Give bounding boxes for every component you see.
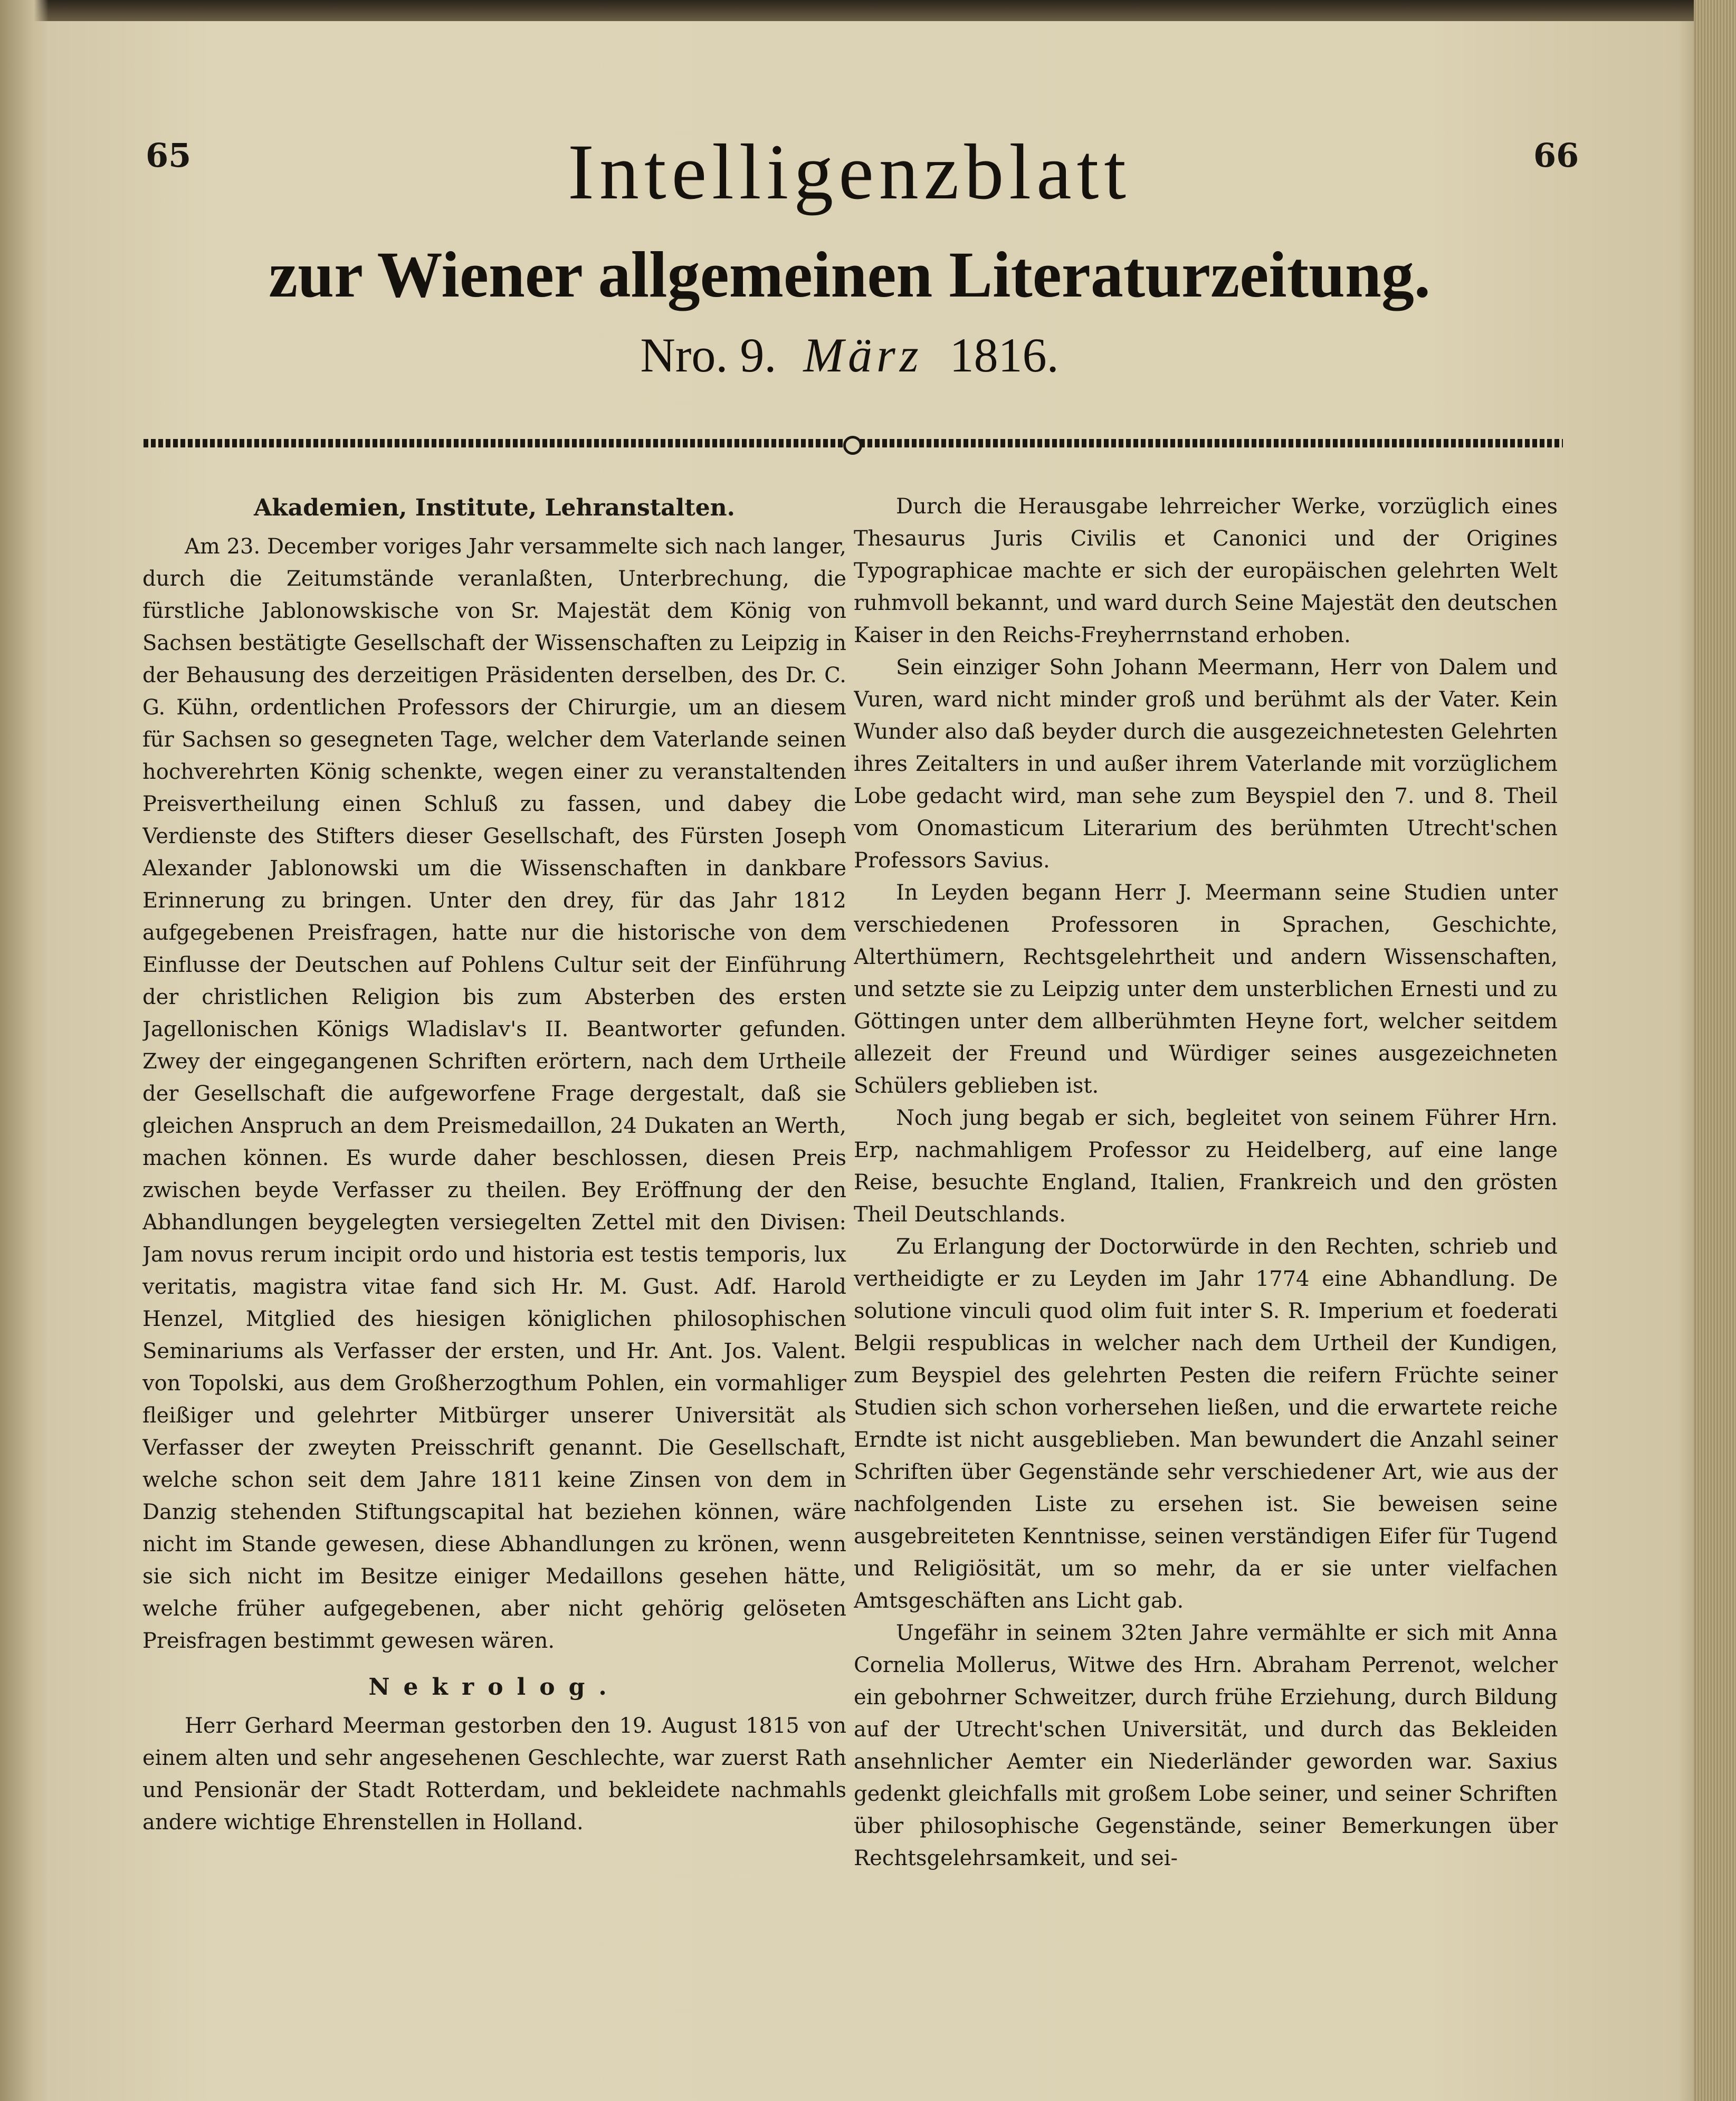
section-heading: Akademien, Institute, Lehranstalten. — [254, 494, 735, 521]
article-paragraph: Sein einziger Sohn Johann Meermann, Herr von Dalem und Vuren, ward nicht minder groß und berühmt als der Vater. Kein Wunder also daß beyder durch die ausgezeichnetesten Gelehrten ihres Zeitalters in und außer ihrem Vaterlande mit vorzüglichem Lobe gedacht wird, man sehe zum Beyspiel den 7. und 8. Theil vom Onomasticum Literarium des berühmten Utrecht'schen Professors Savius. — [854, 655, 1558, 873]
page-number-right: 66 — [1533, 136, 1579, 175]
page-left-gutter — [0, 0, 49, 2101]
article-paragraph: Zu Erlangung der Doctorwürde in den Rechten, schrieb und vertheidigte er zu Leyden im Jahr 1774 eine Abhandlung. De solutione vinculi quod olim fuit inter S. R. Imperium et foederati Belgii respublicas in welcher nach dem Urtheil der Kundigen, zum Beyspiel des gelehrten Pesten die reifern Früchte seiner Studien sich schon vorhersehen ließen, und die erwartete reiche Erndte ist nicht ausgeblieben. Man bewundert die Anzahl seiner Schriften über Gegenstände sehr verschiedener Art, wie aus der nachfolgenden Liste zu ersehen ist. Sie beweisen seine ausgebreiteten Kenntnisse, seinen verständigen Eifer für Tugend und Religiösität, um so mehr, da er sie unter vielfachen Amtsgeschäften ans Licht gab. — [854, 1235, 1558, 1613]
article-paragraph: Ungefähr in seinem 32ten Jahre vermählte er sich mit Anna Cornelia Mollerus, Witwe des Hrn. Abraham Perrenot, welcher ein gebohrner Schweitzer, durch frühe Erziehung, durch Bildung auf der Utrecht'schen Universität, und durch das Bekleiden ansehnlicher Aemter ein Niederländer geworden war. Saxius gedenkt gleichfalls mit großem Lobe seiner, und seiner Schriften über philosophische Gegenstände, seiner Bemerkungen über Rechtsgelehrsamkeit, und sei- — [854, 1621, 1558, 1870]
right-column — [854, 491, 1558, 1926]
book-page-edges — [1694, 0, 1736, 2101]
nekrolog-heading: Nekrolog. — [368, 1674, 621, 1701]
rule-ornament-icon — [843, 436, 862, 455]
nekrolog-article: Herr Gerhard Meerman gestorben den 19. August 1815 von einem alten und sehr angesehenen Geschlechte, war zuerst Rath und Pensionär der Stadt Rotterdam, und bekleidete nachmahls andere wichtige Ehrenstellen in Holland. — [142, 1714, 846, 1835]
article-paragraph: In Leyden begann Herr J. Meermann seine Studien unter verschiedenen Professoren in Sprachen, Geschichte, Alterthümern, Rechtsgelehrtheit und andern Wissenschaften, und setzte sie zu Leipzig unter dem unsterblichen Ernesti und zu Göttingen unter dem allberühmten Heyne fort, welcher seitdem allezeit der Freund und Würdiger seines ausgezeichneten Schülers geblieben ist. — [854, 881, 1558, 1098]
issue-number: Nro. 9. — [640, 328, 777, 382]
issue-line — [0, 327, 1699, 383]
masthead-subtitle: zur Wiener allgemeinen Literaturzeitung. — [269, 238, 1430, 311]
issue-month: März — [803, 328, 923, 382]
left-column — [142, 491, 846, 1926]
article-paragraph: Durch die Herausgabe lehrreicher Werke, vorzüglich eines Thesaurus Juris Civilis et Canonici und der Origines Typographicae machte er sich der europäischen gelehrten Welt ruhmvoll bekannt, und ward durch Seine Majestät den deutschen Kaiser in den Reichs-Freyherrnstand erhoben. — [854, 494, 1558, 647]
page-number-left: 65 — [146, 136, 192, 175]
academy-article: Am 23. December voriges Jahr versammelte sich nach langer, durch die Zeitumstände veranlaßten, Unterbrechung, die fürstliche Jablonowskische von Sr. Majestät dem König von Sachsen bestätigte Gesellschaft der Wissenschaften zu Leipzig in der Behausung des derzeitigen Präsidenten derselben, des Dr. C. G. Kühn, ordentlichen Professors der Chirurgie, um an diesem für Sachsen so gesegneten Tage, welcher dem Vaterlande seinen hochverehrten König schenkte, wegen einer zu veranstaltenden Preisvertheilung einen Schluß zu fassen, und dabey die Verdienste des Stifters dieser Gesellschaft, des Fürsten Joseph Alexander Jablonowski um die Wissenschaften in dankbare Erinnerung zu bringen. Unter den drey, für das Jahr 1812 aufgegebenen Preisfragen, hatte nur die historische von dem Einflusse der Deutschen auf Pohlens Cultur seit der Einführung der christlichen Religion bis zum Absterben des ersten Jagellonischen Königs Wladislav's II. Beantworter gefunden. Zwey der eingegangenen Schriften erörtern, nach dem Urtheile der Gesellschaft die aufgeworfene Frage dergestalt, daß sie gleichen Anspruch an dem Preismedaillon, 24 Dukaten an Werth, machen können. Es wurde daher beschlossen, diesen Preis zwischen beyde Verfasser zu theilen. Bey Eröffnung der den Abhandlungen beygelegten versiegelten Zettel mit den Divisen: Jam novus rerum incipit ordo und historia est testis temporis, lux veritatis, magistra vitae fand sich Hr. M. Gust. Adf. Harold Henzel, Mitglied des hiesigen königlichen philosophischen Seminariums als Verfasser der ersten, und Hr. Ant. Jos. Valent. von Topolski, aus dem Großherzogthum Pohlen, ein vormahliger fleißiger und gelehrter Mitbürger unserer Universität als Verfasser der zweyten Preisschrift genannt. Die Gesellschaft, welche schon seit dem Jahre 1811 keine Zinsen von dem in Danzig stehenden Stiftungscapital hat beziehen können, wäre nicht im Stande gewesen, diese Abhandlungen zu krönen, wenn sie sich nicht im Besitze einiger Medaillons gesehen hätte, welche früher aufgegebenen, aber nicht gehörig gelöseten Preisfragen bestimmt gewesen wären. — [142, 534, 846, 1653]
article-paragraph: Noch jung begab er sich, begleitet von seinem Führer Hrn. Erp, nachmahligem Professor zu Heidelberg, auf eine lange Reise, besuchte England, Italien, Frankreich und den grösten Theil Deutschlands. — [854, 1106, 1558, 1227]
issue-year: 1816. — [949, 328, 1059, 382]
page-top-edge — [0, 0, 1736, 21]
masthead-title: Intelligenzblatt — [568, 128, 1131, 216]
